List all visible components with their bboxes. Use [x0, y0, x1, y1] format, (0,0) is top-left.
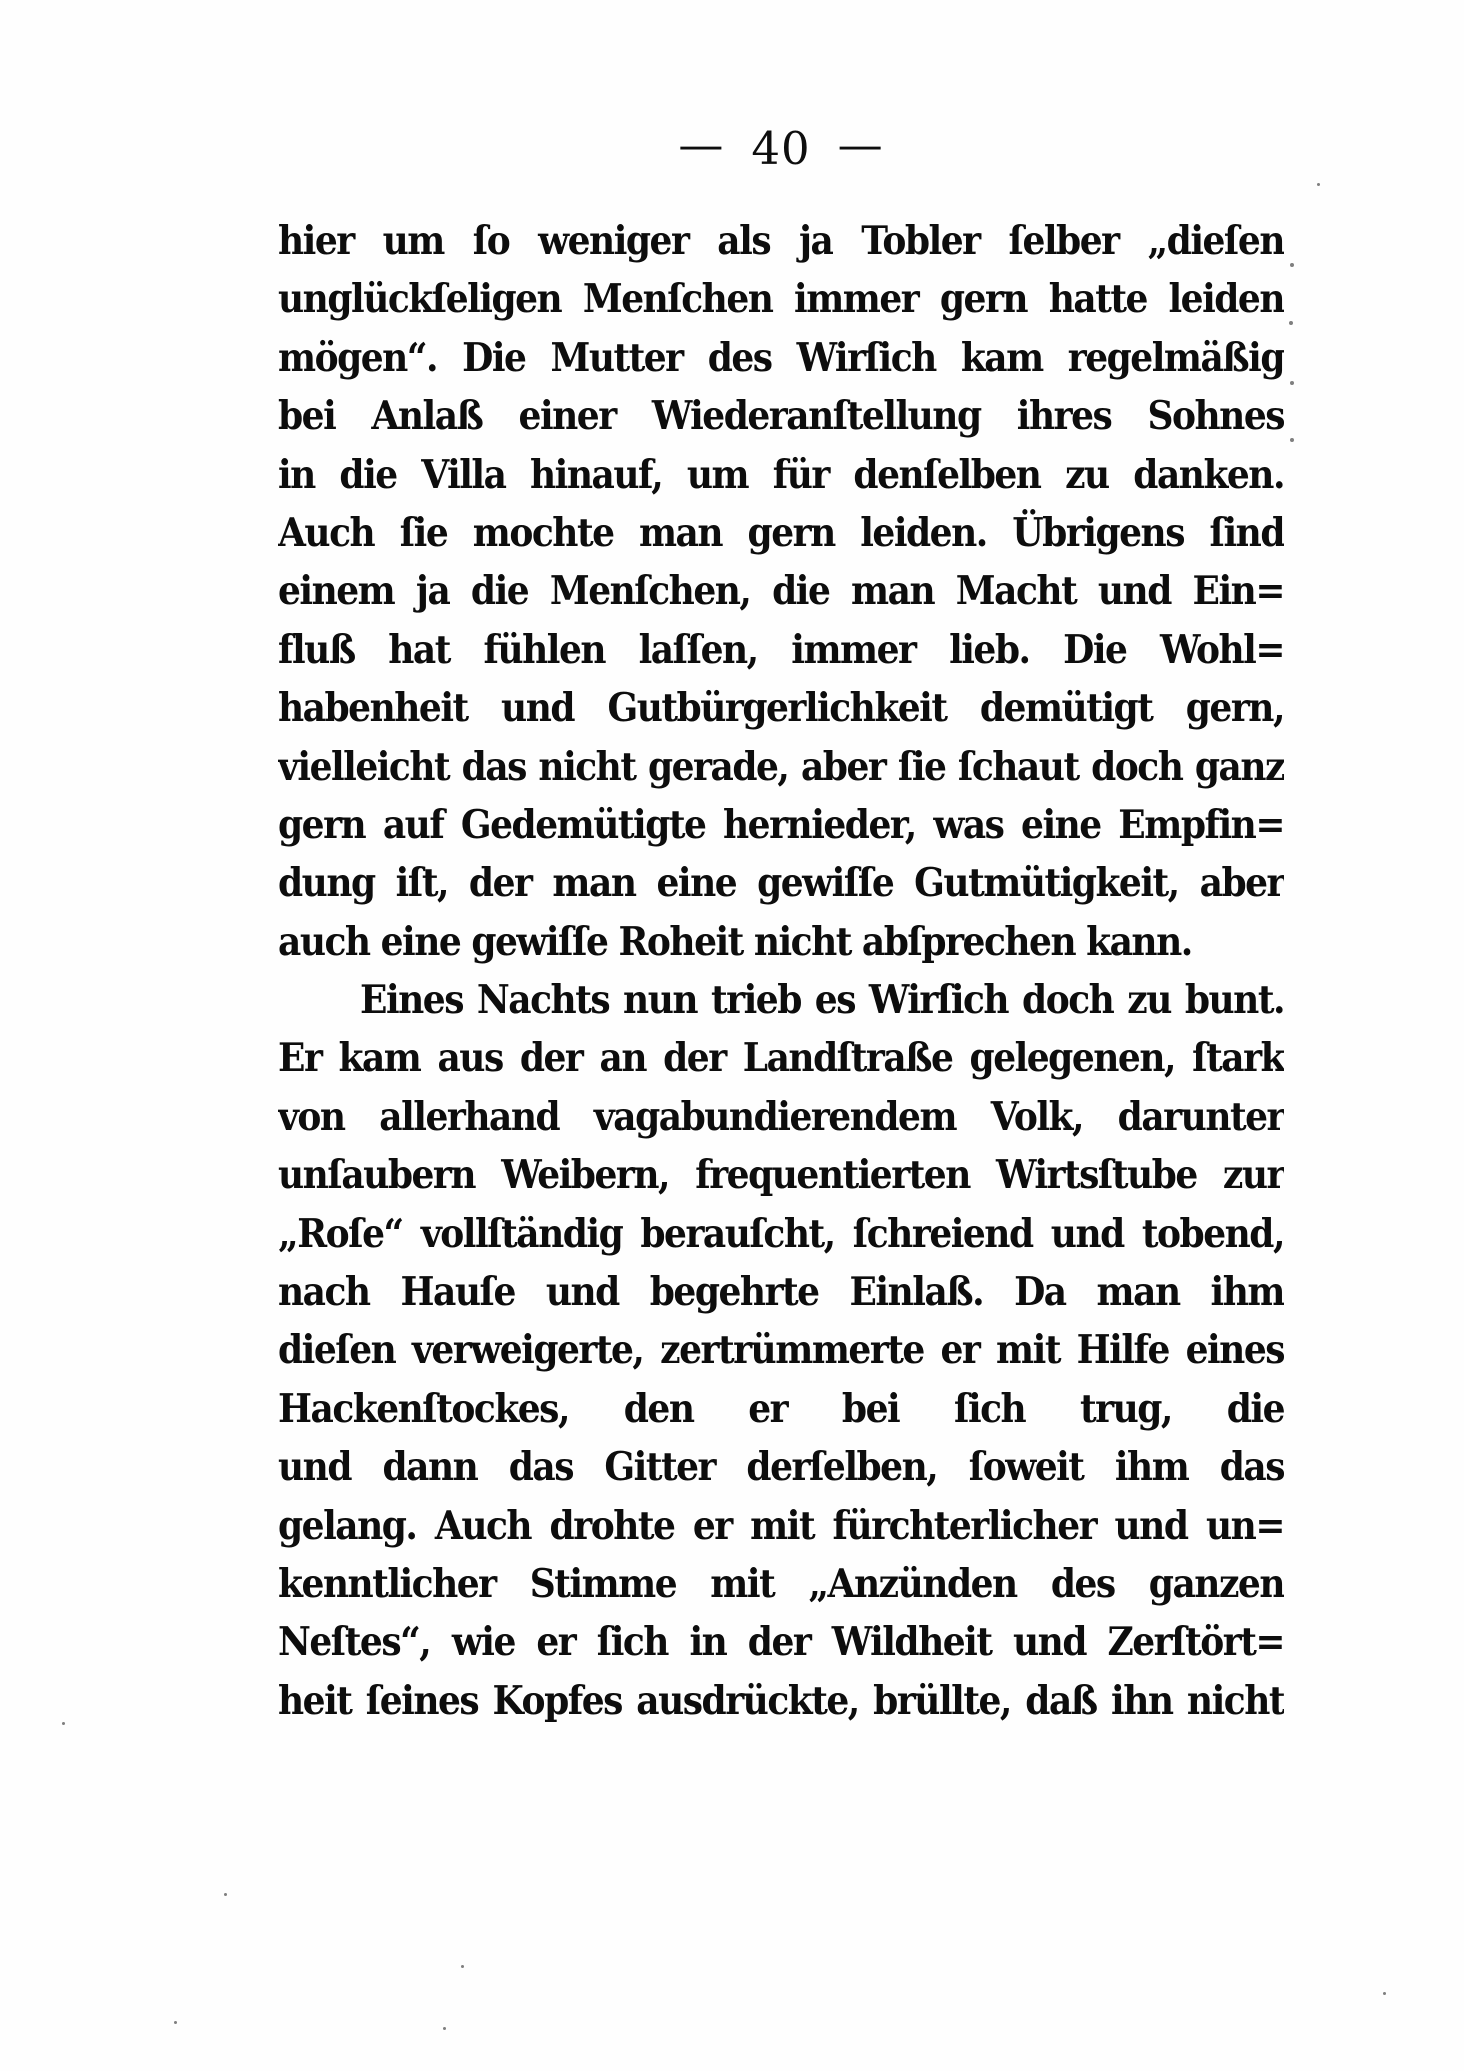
text-line: auch eine gewiſſe Roheit nicht abſprechen kann.: [278, 918, 1192, 965]
text-line: bei Anlaß einer Wiederanſtellung ihres Sohnes: [278, 393, 1284, 439]
text-block: [278, 212, 1284, 1730]
running-head: [278, 118, 1284, 175]
text-line: und dann das Gitter derſelben, ſoweit ihm das: [278, 1444, 1284, 1490]
scan-speck: [461, 1965, 464, 1968]
text-line: Er kam aus der an der Landſtraße gelegenen, ſtark: [278, 1035, 1284, 1082]
text-line: einem ja die Menſchen, die man Macht und Ein=: [278, 568, 1284, 615]
text-line: dieſen verweigerte, zertrümmerte er mit Hilfe eines: [278, 1327, 1284, 1374]
text-line: „Roſe“ vollſtändig berauſcht, ſchreiend und tobend,: [278, 1210, 1284, 1257]
scan-speck: [443, 2027, 446, 2030]
text-line: in die Villa hinauf, um für denſelben zu danken.: [278, 451, 1284, 498]
text-line: Hackenſtockes, den er bei ſich trug, die: [278, 1386, 1284, 1432]
header-right-dash: —: [837, 118, 884, 171]
text-line: vielleicht das nicht gerade, aber ſie ſchaut doch ganz: [278, 743, 1284, 790]
text-line: gern auf Gedemütigte hernieder, was eine Empfin=: [278, 802, 1284, 848]
scan-speck: [1290, 381, 1294, 385]
text-line: dung iſt, der man eine gewiſſe Gutmütigkeit, aber: [278, 860, 1284, 906]
header-left-dash: —: [678, 118, 725, 171]
text-line: habenheit und Gutbürgerlichkeit demütigt gern,: [278, 685, 1284, 731]
text-line: mögen“. Die Mutter des Wirſich kam regelmäßig: [278, 335, 1284, 381]
scan-speck: [1290, 438, 1294, 442]
text-line: nach Hauſe und begehrte Einlaß. Da man ihm: [278, 1269, 1284, 1315]
scan-speck: [1289, 321, 1293, 325]
scan-speck: [1317, 183, 1320, 186]
text-line: von allerhand vagabundierendem Volk, darunter: [278, 1094, 1284, 1140]
text-line: kenntlicher Stimme mit „Anzünden des ganzen: [278, 1561, 1284, 1607]
scan-speck: [1383, 1992, 1386, 1995]
text-line: gelang. Auch drohte er mit fürchterlicher und un=: [278, 1502, 1284, 1549]
scan-speck: [1290, 263, 1294, 267]
text-line: heit ſeines Kopfes ausdrückte, brüllte, daß ihn nicht: [278, 1678, 1284, 1724]
scan-speck: [224, 1893, 227, 1896]
text-line: unglückſeligen Menſchen immer gern hatte leiden: [278, 276, 1284, 323]
page-number: 40: [751, 122, 811, 175]
scan-speck: [174, 2021, 177, 2024]
text-line: unſaubern Weibern, frequentierten Wirtsſtube zur: [278, 1152, 1284, 1198]
text-line: hier um ſo weniger als ja Tobler ſelber „dieſen: [278, 218, 1284, 264]
text-line: Neſtes“, wie er ſich in der Wildheit und Zerſtört=: [278, 1619, 1284, 1666]
scan-speck: [62, 1722, 65, 1725]
text-line: fluß hat fühlen laſſen, immer lieb. Die Wohl=: [278, 627, 1284, 673]
text-line: Auch ſie mochte man gern leiden. Übrigens ſind: [278, 510, 1284, 556]
text-line: Eines Nachts nun trieb es Wirſich doch zu bunt.: [360, 977, 1284, 1023]
